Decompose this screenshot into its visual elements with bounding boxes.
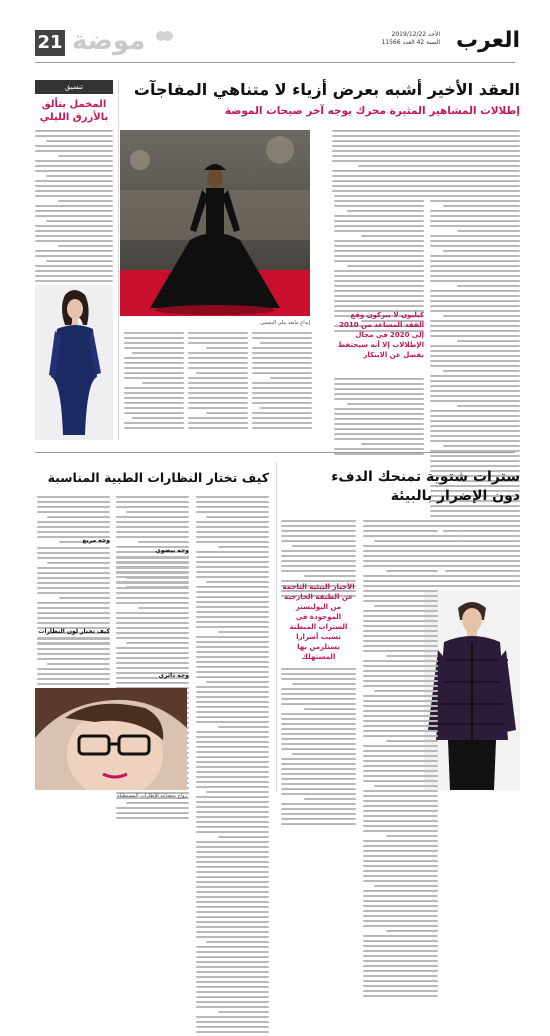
story2-headline-line2: دون الإضرار بالبيئة	[390, 488, 520, 504]
sidebar-title-line1: المخمل يتألق	[41, 99, 107, 110]
story3-sub-round: وجه دائري	[158, 672, 189, 679]
story3-sub-oval: وجه بيضوي	[155, 547, 189, 554]
quote-mark-icon	[155, 28, 173, 46]
lead-column-2b	[334, 378, 424, 458]
page-number: 21	[35, 30, 65, 56]
story3-sub-color: كيف تختار لون النظارات	[38, 628, 110, 635]
lead-column-5	[252, 332, 312, 432]
sidebar-model-photo	[35, 285, 113, 440]
story2-column-2	[363, 520, 438, 1000]
sidebar-tag: تنسيق	[64, 83, 84, 91]
sidebar-body	[35, 130, 113, 310]
lead-photo	[120, 130, 310, 316]
sidebar-title	[35, 98, 113, 124]
sidebar-divider	[118, 80, 119, 440]
story3-column-1	[196, 496, 269, 1036]
lead-column-3	[124, 332, 184, 432]
section-title: موضة	[72, 26, 146, 56]
story3-photo-caption: رواج متصاعد للإطارات المستطيلة	[116, 793, 187, 799]
lead-intro-column	[332, 130, 520, 200]
story2-headline-line1: سترات شتوية تمنحك الدفء	[331, 469, 520, 485]
story3-glasses-photo	[35, 688, 187, 790]
newspaper-logo: العرب	[455, 28, 520, 53]
story-divider	[276, 462, 277, 792]
sidebar-title-line2: بالأزرق الليلي	[39, 112, 109, 123]
issue-date: الأحد 2019/12/22	[391, 31, 440, 38]
story2-pullquote: الأخبار البيئية الناجمة عن الطبقة الخارجية من البوليستر الموجودة في السترات المبطنة تسبب أضرارا يستلزمن بها المستهلك	[282, 583, 355, 661]
masthead-rule	[35, 62, 515, 63]
story2-column-1	[445, 520, 520, 600]
lead-subheadline: إطلالات المشاهير المثيرة محرك يوجه آخر صيحات الموضة	[224, 105, 520, 117]
lead-pullquote: كيليون لا يبركون وقع الفقد المساعد من 2010 إلى 2020 في مجال الإطلالات إلا أنه سيحتفظ بفضل عن الابتكار	[337, 311, 424, 359]
section-divider	[35, 452, 515, 453]
sidebar-tag-box	[35, 80, 113, 94]
story2-headline	[280, 468, 520, 506]
lead-headline: العقد الأخير أشبه بعرض أزياء لا متناهي المفاجآت	[133, 80, 520, 99]
story3-sub-square: وجه مربع	[82, 537, 110, 544]
story2-jacket-photo	[424, 590, 520, 790]
lead-column-4	[188, 332, 248, 432]
lead-photo-caption: إبداع مابعد بيلي البنسين	[260, 320, 310, 326]
story3-headline: كيف تختار النظارات الطبية المناسبة	[47, 470, 269, 485]
issue-number: السنة 42 العدد 11566	[381, 39, 440, 46]
story2-column-3b	[281, 668, 356, 828]
issue-meta	[381, 31, 440, 47]
